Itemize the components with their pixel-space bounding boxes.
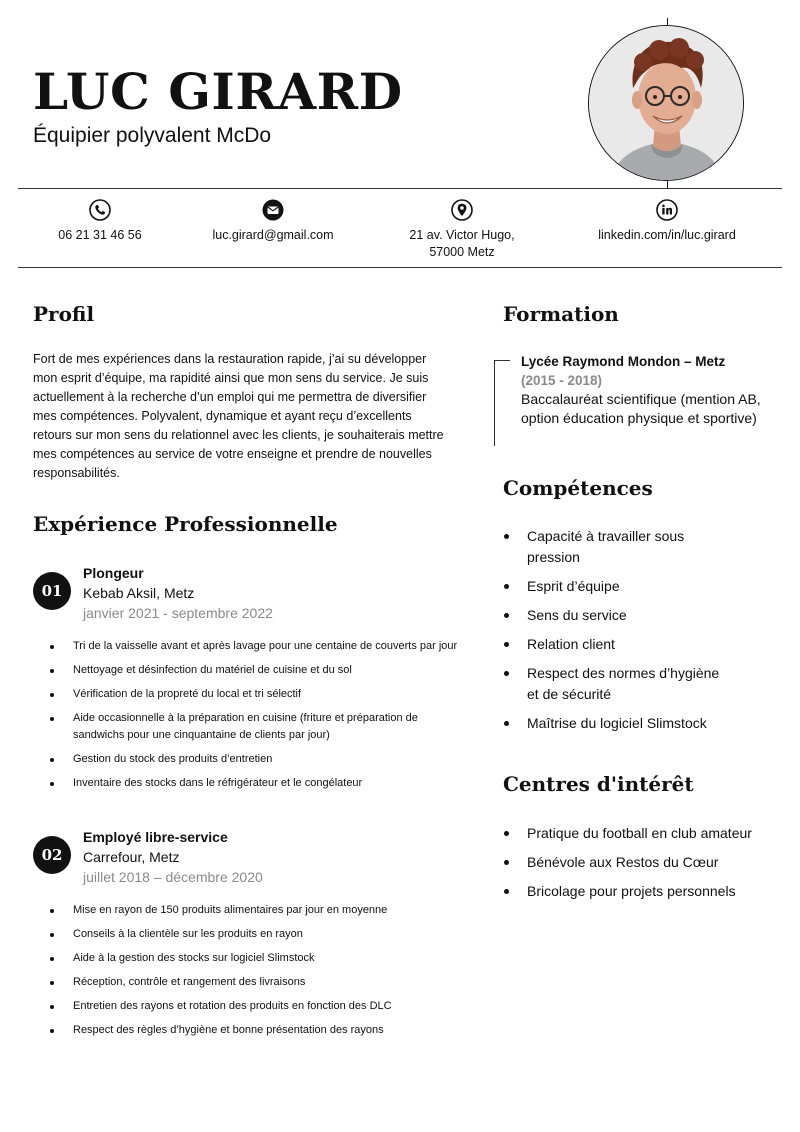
- contact-phone[interactable]: [5, 199, 195, 244]
- experience-number-badge: 01: [33, 572, 71, 610]
- phone-icon: [89, 199, 111, 221]
- formation-heading: Formation: [503, 302, 619, 326]
- experience-task-list: [50, 902, 470, 1046]
- interest-item: Pratique du football en club amateur: [503, 823, 783, 844]
- interest-item: Bricolage pour projets personnels: [503, 881, 783, 902]
- interest-item: Bénévole aux Restos du Cœur: [503, 852, 783, 873]
- experience-task-list: [50, 638, 470, 799]
- experience-entry-header: [83, 827, 263, 887]
- task-item: Respect des règles d’hygiène et bonne présentation des rayons: [50, 1022, 470, 1039]
- experience-dates: juillet 2018 – décembre 2020: [83, 869, 263, 885]
- contact-email-text: luc.girard@gmail.com: [212, 228, 334, 242]
- skill-item: Capacité à travailler sous pression: [503, 526, 723, 568]
- skill-item: Relation client: [503, 634, 723, 655]
- experience-company: Kebab Aksil, Metz: [83, 585, 195, 601]
- email-icon: [262, 199, 284, 221]
- formation-degree: Baccalauréat scientifique (mention AB, option éducation physique et sportive): [521, 391, 761, 426]
- contact-linkedin[interactable]: [572, 199, 762, 244]
- formation-bracket-tick: [494, 360, 510, 361]
- skill-item: Respect des normes d’hygiène et de sécurité: [503, 663, 723, 705]
- task-item: Aide à la gestion des stocks sur logiciel Slimstock: [50, 950, 470, 967]
- skills-heading: Compétences: [503, 476, 653, 500]
- job-title: Équipier polyvalent McDo: [33, 124, 272, 147]
- task-item: Mise en rayon de 150 produits alimentaires par jour en moyenne: [50, 902, 470, 919]
- skill-item: Esprit d’équipe: [503, 576, 723, 597]
- skills-list: [503, 526, 723, 742]
- task-item: Entretien des rayons et rotation des produits en fonction des DLC: [50, 998, 470, 1015]
- formation-bracket: [494, 360, 496, 446]
- task-item: Tri de la vaisselle avant et après lavage pour une centaine de couverts par jour: [50, 638, 470, 655]
- skill-item: Sens du service: [503, 605, 723, 626]
- task-item: Nettoyage et désinfection du matériel de cuisine et du sol: [50, 662, 470, 679]
- experience-company: Carrefour, Metz: [83, 849, 180, 865]
- candidate-name: LUC GIRARD: [33, 62, 403, 121]
- contact-linkedin-text: linkedin.com/in/luc.girard: [598, 228, 736, 242]
- task-item: Réception, contrôle et rangement des livraisons: [50, 974, 470, 991]
- formation-school: Lycée Raymond Mondon – Metz: [521, 354, 726, 369]
- formation-years: (2015 - 2018): [521, 373, 603, 388]
- experience-number-badge: 02: [33, 836, 71, 874]
- formation-entry: [521, 352, 781, 428]
- contact-top-rule: [18, 188, 782, 189]
- contact-address-text: 21 av. Victor Hugo, 57000 Metz: [409, 228, 515, 259]
- profile-heading: Profil: [33, 302, 95, 326]
- task-item: Gestion du stock des produits d’entretien: [50, 751, 470, 768]
- skill-item: Maîtrise du logiciel Slimstock: [503, 713, 723, 734]
- task-item: Inventaire des stocks dans le réfrigérateur et le congélateur: [50, 775, 470, 792]
- experience-heading: Expérience Professionnelle: [33, 512, 338, 536]
- location-icon: [451, 199, 473, 221]
- task-item: Conseils à la clientèle sur les produits en rayon: [50, 926, 470, 943]
- experience-role: Employé libre-service: [83, 829, 228, 845]
- experience-role: Plongeur: [83, 565, 144, 581]
- contact-email[interactable]: [178, 199, 368, 244]
- task-item: Aide occasionnelle à la préparation en cuisine (friture et préparation de sandwichs pour une cinquantaine de clients par jour): [50, 710, 470, 744]
- contact-phone-text: 06 21 31 46 56: [58, 228, 142, 242]
- interests-list: [503, 823, 783, 910]
- experience-entry-header: [83, 563, 273, 623]
- profile-photo: [588, 25, 744, 181]
- linkedin-icon: [656, 199, 678, 221]
- task-item: Vérification de la propreté du local et tri sélectif: [50, 686, 470, 703]
- contact-bottom-rule: [18, 267, 782, 268]
- profile-text: Fort de mes expériences dans la restauration rapide, j’ai su développer mon esprit d’équipe, ma rapidité ainsi que mon sens du service. Je suis actuellement à la recherche d’un emploi qui me permettra de diversifier mes compétences. Polyvalent, dynamique et ayant reçu d’excellents retours sur mon sens du relationnel avec les clients, je souhaiterais mettre mes compétences au service de votre enseigne et prendre de nouvelles responsabilités.: [33, 352, 444, 480]
- experience-dates: janvier 2021 - septembre 2022: [83, 605, 273, 621]
- interests-heading: Centres d'intérêt: [503, 772, 694, 796]
- contact-address: [367, 199, 557, 261]
